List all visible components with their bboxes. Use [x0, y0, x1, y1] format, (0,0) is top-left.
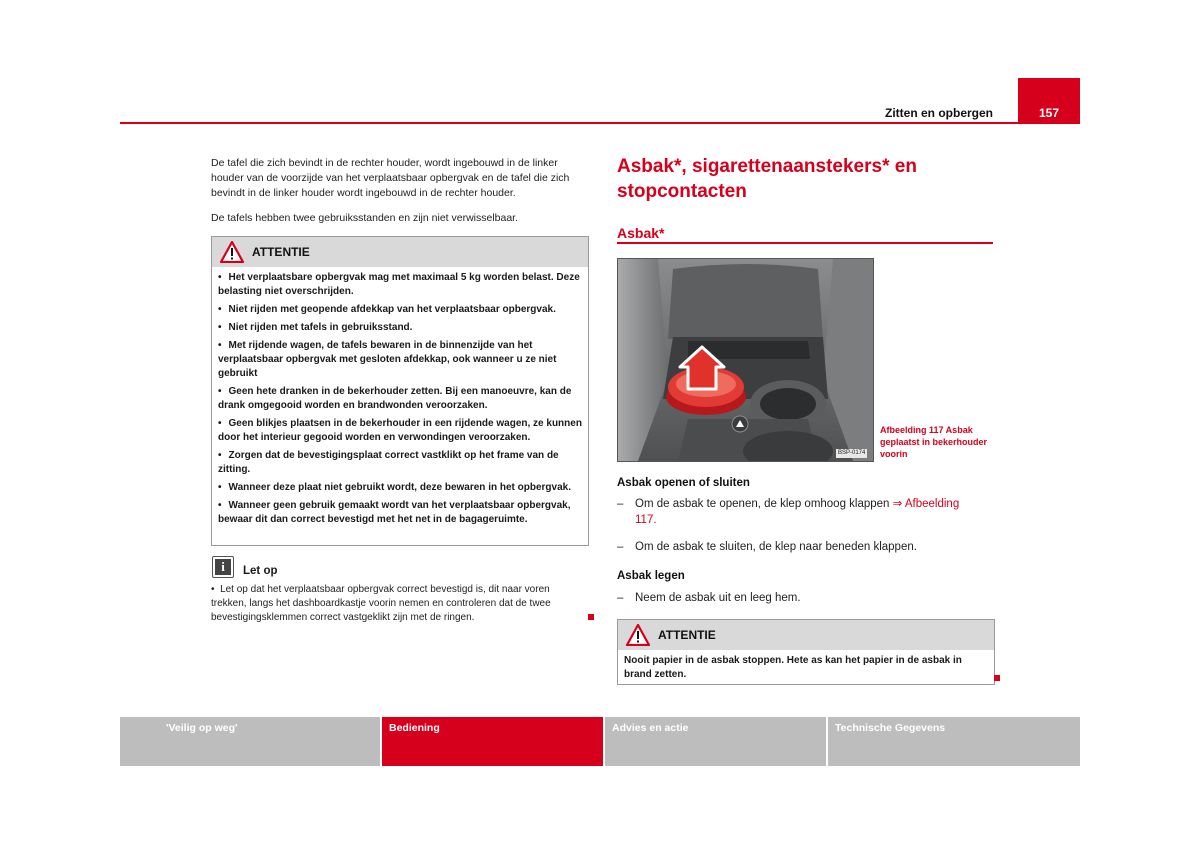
section-title: Zitten en opbergen	[885, 106, 993, 120]
warning-triangle-icon	[220, 241, 244, 263]
note-body: Let op dat het verplaatsbaar opbergvak correct bevestigd is, dit naar voren trekken, langs het dashboardkastje voorin nemen en controleren dat de twee bevestigingsklemmen correct vastgeklikt zijn met de ringen.	[211, 584, 551, 623]
warning-item-text: Het verplaatsbare opbergvak mag met maximaal 5 kg worden belast. Deze belasting niet overschrijden.	[218, 272, 580, 297]
ashtray-figure	[617, 258, 874, 462]
tab-bediening[interactable]	[382, 717, 603, 766]
figure-code: BSP-0174	[838, 450, 866, 456]
bullet: •	[218, 386, 222, 397]
bullet: •	[218, 418, 222, 429]
open-close-title: Asbak openen of sluiten	[617, 477, 750, 489]
warning-list	[212, 267, 588, 535]
sub-heading-rule	[617, 242, 993, 244]
warning-text: Nooit papier in de asbak stoppen. Hete as kan het papier in de asbak in brand zetten.	[624, 655, 962, 680]
tables-paragraph: De tafels hebben twee gebruiksstanden en zijn niet verwisselbaar.	[211, 212, 519, 224]
warning-item	[218, 271, 582, 299]
bullet: •	[218, 450, 222, 461]
warning-item	[218, 449, 582, 477]
bullet: •	[218, 322, 222, 333]
bullet: •	[218, 482, 222, 493]
page-number: 157	[1038, 106, 1060, 120]
bullet: •	[218, 340, 222, 351]
bullet: •	[218, 500, 222, 511]
warning-item-text: Niet rijden met geopende afdekkap van het verplaatsbaar opbergvak.	[228, 304, 556, 315]
tab-advies-en-actie[interactable]	[605, 717, 826, 766]
warning-header	[618, 620, 994, 650]
warning-title: ATTENTIE	[252, 245, 310, 259]
dash: –	[617, 498, 624, 510]
intro-paragraph: De tafel die zich bevindt in de rechter houder, wordt ingebouwd in de linker houder van de voorzijde van het verplaatsbaar opbergvak en de tafel die zich bevindt in de linker houder wordt ingebouwd in de rechter houder.	[211, 157, 570, 199]
ashtray-warning-box	[617, 619, 995, 685]
step-empty-text: Neem de asbak uit en leeg hem.	[635, 592, 801, 604]
dash: –	[617, 541, 624, 553]
tab-technische-gegevens[interactable]	[828, 717, 1080, 766]
warning-item	[218, 303, 582, 317]
warning-item-text: Wanneer deze plaat niet gebruikt wordt, deze bewaren in het opbergvak.	[228, 482, 571, 493]
warning-item-text: Geen blikjes plaatsen in de bekerhouder in een rijdende wagen, ze kunnen door het interieur gegooid worden en verwondingen veroorzaken.	[218, 418, 582, 443]
warning-item	[218, 321, 582, 335]
warning-item	[218, 499, 582, 527]
ashtray-illustration	[618, 259, 873, 461]
figure-reference-link[interactable]: ⇒ Afbeelding	[892, 498, 960, 510]
tab-label: Advies en actie	[612, 722, 689, 734]
step-open	[617, 496, 995, 528]
warning-item	[218, 385, 582, 413]
sub-heading: Asbak*	[617, 225, 665, 241]
tab-label: Bediening	[389, 722, 440, 734]
warning-item-text: Met rijdende wagen, de tafels bewaren in de binnenzijde van het verplaatsbaar opbergvak met gesloten afdekkap, ook wanneer u ze niet gebruikt	[218, 340, 557, 379]
step-empty	[617, 590, 995, 606]
note-title: Let op	[243, 565, 278, 577]
info-icon	[212, 556, 234, 578]
step-open-text: Om de asbak te openen, de klep omhoog klappen	[635, 498, 890, 510]
warning-header	[212, 237, 588, 267]
warning-item	[218, 339, 582, 381]
warning-title: ATTENTIE	[658, 628, 716, 642]
warning-box	[211, 236, 589, 546]
tab-veilig-op-weg[interactable]	[120, 717, 380, 766]
info-icon-letter: i	[215, 559, 231, 575]
step-close-text: Om de asbak te sluiten, de klep naar beneden klappen.	[635, 541, 917, 553]
bullet: •	[218, 304, 222, 315]
warning-item-text: Zorgen dat de bevestigingsplaat correct vastklikt op het frame van de zitting.	[218, 450, 559, 475]
header-rule	[120, 122, 1080, 124]
figure-reference-number[interactable]: 117.	[635, 514, 657, 526]
page-number-box	[1018, 78, 1080, 124]
tab-label: Technische Gegevens	[835, 722, 946, 734]
warning-item	[218, 481, 582, 495]
dash: –	[617, 592, 624, 604]
step-close	[617, 539, 995, 555]
bullet: •	[218, 272, 222, 283]
tab-label: 'Veilig op weg'	[166, 722, 238, 734]
section-end-marker	[994, 675, 1000, 681]
empty-title: Asbak legen	[617, 570, 685, 582]
warning-triangle-icon	[626, 624, 650, 646]
warning-item-text: Wanneer geen gebruik gemaakt wordt van het verplaatsbaar opbergvak, bewaar dit dan correct bevestigd met het net in de bagageruimte.	[218, 500, 571, 525]
warning-item-text: Niet rijden met tafels in gebruiksstand.	[228, 322, 413, 333]
section-end-marker	[588, 614, 594, 620]
warning-item-text: Geen hete dranken in de bekerhouder zetten. Bij een manoeuvre, kan de drank omgegooid worden en brandwonden veroorzaken.	[218, 386, 572, 411]
warning-item	[218, 417, 582, 445]
figure-caption: Afbeelding 117 Asbak geplaatst in bekerhouder voorin	[880, 425, 988, 459]
main-heading: Asbak*, sigarettenaanstekers* en stopcontacten	[617, 156, 917, 202]
bullet: •	[211, 584, 221, 595]
note-text	[211, 583, 587, 625]
